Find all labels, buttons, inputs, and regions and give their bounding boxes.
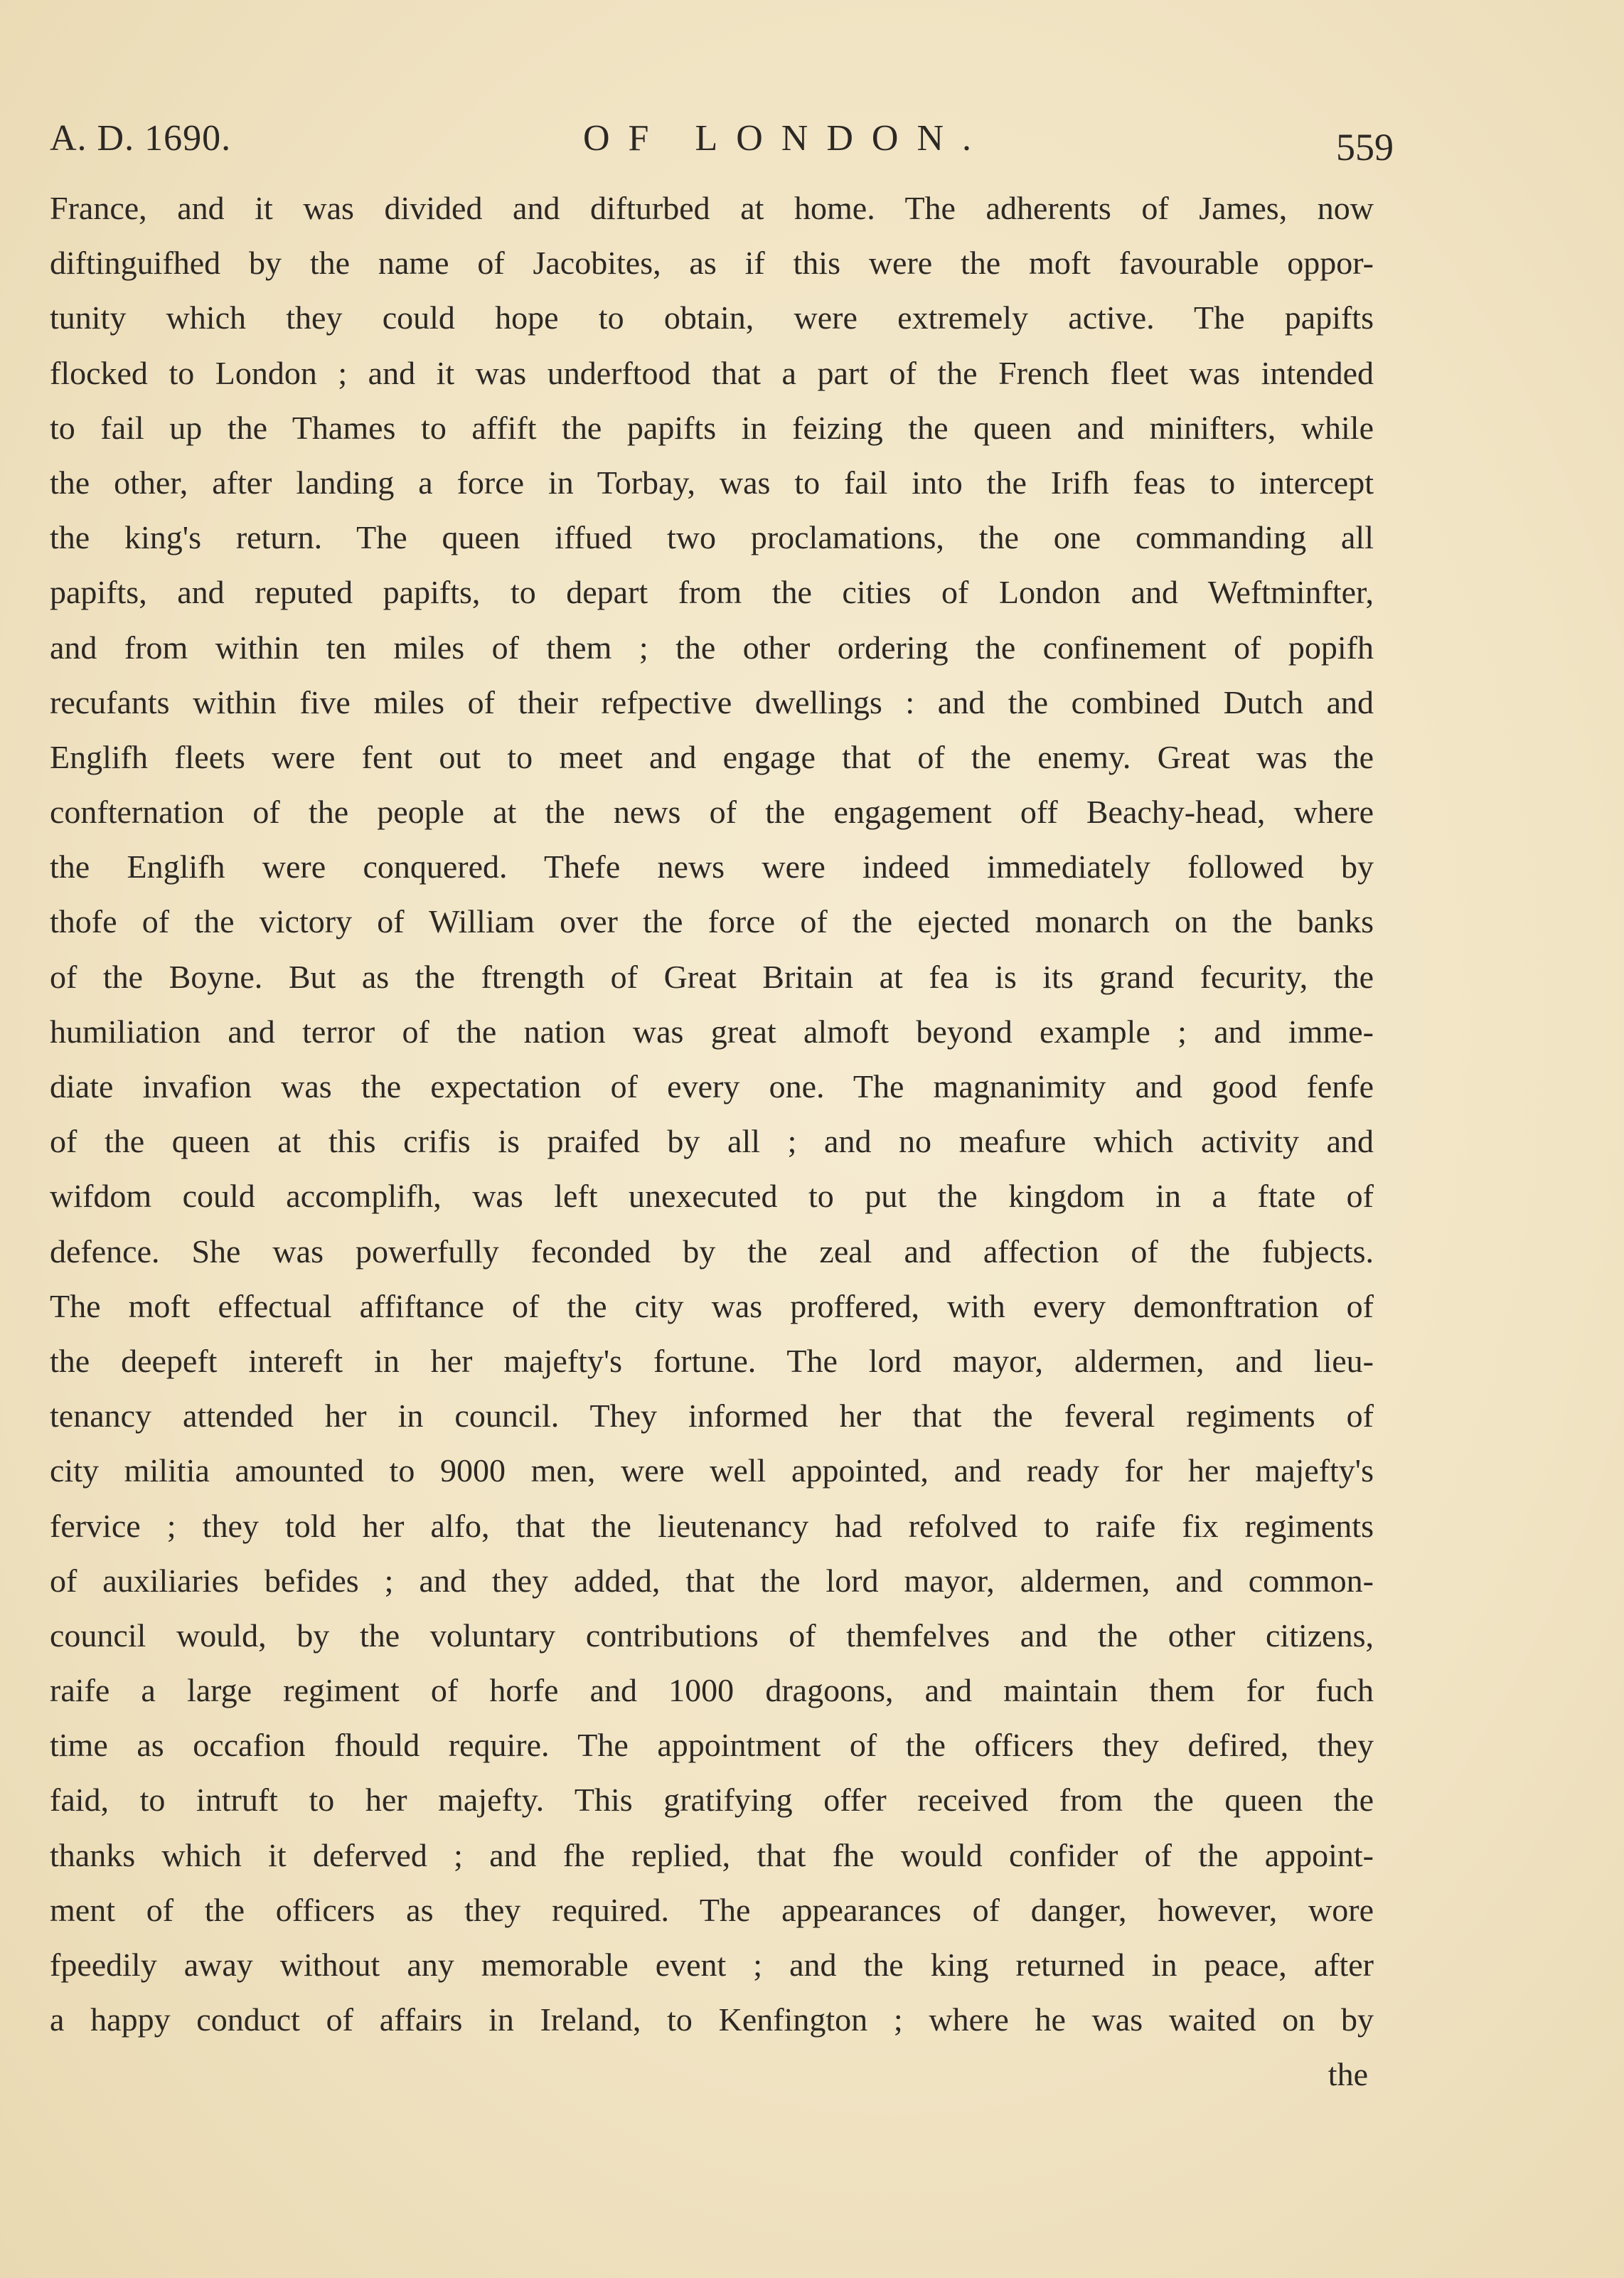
- text-line: raife a large regiment of horfe and 1000 dragoons, and maintain them for fuch: [50, 1672, 1374, 1709]
- text-line: wifdom could accomplifh, was left unexecuted to put the kingdom in a ftate of: [50, 1178, 1374, 1215]
- text-line: thanks which it deferved ; and fhe replied, that fhe would confider of the appoint-: [50, 1836, 1374, 1873]
- text-line: of the Boyne. But as the ftrength of Great Britain at fea is its grand fecurity, the: [50, 958, 1374, 995]
- text-line: recufants within five miles of their refpective dwellings : and the combined Dutch and: [50, 683, 1374, 720]
- text-line: defence. She was powerfully feconded by the zeal and affection of the fubjects.: [50, 1233, 1374, 1270]
- text-line: the deepeft intereft in her majefty's fortune. The lord mayor, aldermen, and lieu-: [50, 1342, 1374, 1379]
- text-line: diate invafion was the expectation of every one. The magnanimity and good fenfe: [50, 1068, 1374, 1105]
- page-number: 559: [1336, 126, 1394, 169]
- text-line: diftinguifhed by the name of Jacobites, as if this were the moft favourable oppor-: [50, 245, 1374, 282]
- text-line: France, and it was divided and difturbed at home. The adherents of James, now: [50, 190, 1374, 226]
- text-line: of auxiliaries befides ; and they added, that the lord mayor, aldermen, and common-: [50, 1562, 1374, 1599]
- text-line: flocked to London ; and it was underftood that a part of the French fleet was intended: [50, 354, 1374, 391]
- body-text: [50, 181, 1374, 2102]
- text-line: city militia amounted to 9000 men, were well appointed, and ready for her majefty's: [50, 1452, 1374, 1489]
- header-year: A. D. 1690.: [50, 118, 232, 159]
- text-line: confternation of the people at the news of the engagement off Beachy-head, where: [50, 794, 1374, 831]
- text-line: council would, by the voluntary contributions of themfelves and the other citizens,: [50, 1617, 1374, 1654]
- text-line: The moft effectual affiftance of the city was proffered, with every demonftration of: [50, 1287, 1374, 1324]
- text-line: and from within ten miles of them ; the other ordering the confinement of popifh: [50, 629, 1374, 666]
- catchword: the: [1327, 2056, 1368, 2093]
- text-line: to fail up the Thames to affift the papifts in feizing the queen and minifters, while: [50, 409, 1374, 446]
- text-line: a happy conduct of affairs in Ireland, to Kenfington ; where he was waited on by: [50, 2001, 1374, 2038]
- header-title: OF LONDON.: [583, 118, 990, 159]
- text-line: the king's return. The queen iffued two proclamations, the one commanding all: [50, 519, 1374, 556]
- text-line: humiliation and terror of the nation was great almoft beyond example ; and imme-: [50, 1013, 1374, 1050]
- text-line: faid, to intruft to her majefty. This gratifying offer received from the queen the: [50, 1782, 1374, 1819]
- text-line: Englifh fleets were fent out to meet and engage that of the enemy. Great was the: [50, 738, 1374, 775]
- text-line: papifts, and reputed papifts, to depart from the cities of London and Weftminfter,: [50, 574, 1374, 611]
- text-line: ment of the officers as they required. The appearances of danger, however, wore: [50, 1891, 1374, 1928]
- text-line: tenancy attended her in council. They informed her that the feveral regiments of: [50, 1398, 1374, 1435]
- text-line: the other, after landing a force in Torbay, was to fail into the Irifh feas to intercept: [50, 464, 1374, 501]
- running-header: [50, 107, 1394, 171]
- text-line: the Englifh were conquered. Thefe news were indeed immediately followed by: [50, 848, 1374, 885]
- text-line: of the queen at this crifis is praifed by all ; and no meafure which activity and: [50, 1123, 1374, 1160]
- text-line: fpeedily away without any memorable event ; and the king returned in peace, after: [50, 1947, 1374, 1983]
- text-line: thofe of the victory of William over the force of the ejected monarch on the banks: [50, 903, 1374, 940]
- text-line: time as occafion fhould require. The appointment of the officers they defired, they: [50, 1727, 1374, 1764]
- text-line: fervice ; they told her alfo, that the lieutenancy had refolved to raife fix regiments: [50, 1507, 1374, 1544]
- text-line: tunity which they could hope to obtain, were extremely active. The papifts: [50, 299, 1374, 336]
